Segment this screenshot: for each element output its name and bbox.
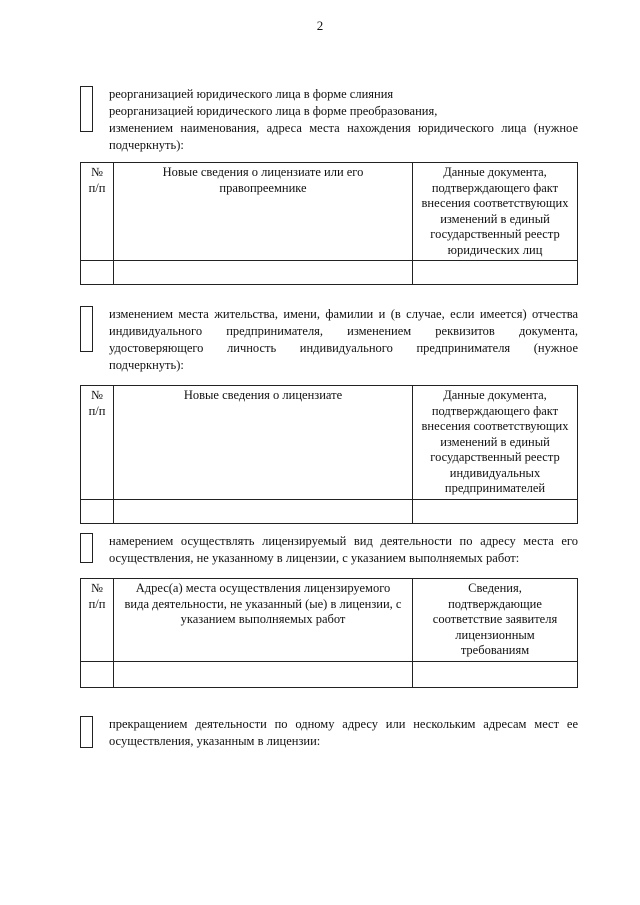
checkbox-new-address[interactable] — [80, 533, 93, 563]
header-compliance-info: Сведения, подтверждающие соответствие заявителя лицензионным требованиям — [413, 579, 578, 662]
table-row — [81, 661, 578, 687]
table-row — [81, 499, 578, 523]
cell-number[interactable] — [81, 261, 114, 285]
section4-line: прекращением деятельности по одному адресу или нескольким адресам мест ее — [109, 717, 578, 731]
header-number: № п/п — [81, 579, 114, 662]
cell-document-data[interactable] — [413, 499, 578, 523]
section4-text — [109, 716, 578, 750]
section2-line: индивидуального предпринимателя, изменением реквизитов документа, — [109, 324, 578, 338]
header-number: № п/п — [81, 386, 114, 500]
page-number: 2 — [316, 18, 324, 33]
header-address: Адрес(а) места осуществления лицензируемого вида деятельности, не указанный (ые) в лицензии, с указанием выполняемых работ — [114, 579, 413, 662]
section1-line: реорганизацией юридического лица в форме преобразования, — [109, 104, 438, 118]
section3-line: осуществления, не указанному в лицензии, с указанием выполняемых работ: — [109, 551, 520, 565]
section3-line: намерением осуществлять лицензируемый вид деятельности по адресу места его — [109, 534, 578, 548]
table-header-row — [81, 579, 578, 662]
header-new-info: Новые сведения о лицензиате или его правопреемнике — [114, 163, 413, 261]
table-header-row — [81, 163, 578, 261]
cell-document-data[interactable] — [413, 261, 578, 285]
section3-text — [109, 533, 578, 567]
cell-number[interactable] — [81, 499, 114, 523]
section-legal-entity-reorganization — [80, 86, 578, 154]
header-number: № п/п — [81, 163, 114, 261]
section2-line: подчеркнуть): — [109, 358, 184, 372]
cell-new-info[interactable] — [114, 261, 413, 285]
checkbox-termination[interactable] — [80, 716, 93, 748]
section4-line: осуществления, указанным в лицензии: — [109, 734, 321, 748]
section-termination — [80, 716, 578, 750]
header-document-data: Данные документа, подтверждающего факт внесения соответствующих изменений в единый государственный реестр индивидуальных предпринимателей — [413, 386, 578, 500]
cell-compliance-info[interactable] — [413, 661, 578, 687]
cell-address[interactable] — [114, 661, 413, 687]
section-new-address — [80, 533, 578, 567]
table-legal-entity — [80, 162, 578, 285]
header-new-info: Новые сведения о лицензиате — [114, 386, 413, 500]
section1-line: реорганизацией юридического лица в форме слияния — [109, 87, 394, 101]
cell-new-info[interactable] — [114, 499, 413, 523]
section2-text — [109, 306, 578, 374]
header-document-data: Данные документа, подтверждающего факт внесения соответствующих изменений в единый государственный реестр юридических лиц — [413, 163, 578, 261]
checkbox-entrepreneur[interactable] — [80, 306, 93, 352]
section2-line: изменением места жительства, имени, фамилии и (в случае, если имеется) отчества — [109, 307, 578, 321]
section2-line: удостоверяющего личность индивидуального предпринимателя (нужное — [109, 341, 578, 355]
section1-line: подчеркнуть): — [109, 138, 184, 152]
table-entrepreneur — [80, 385, 578, 524]
table-header-row — [81, 386, 578, 500]
section-entrepreneur-change — [80, 306, 578, 374]
section1-text — [109, 86, 578, 154]
checkbox-legal-entity[interactable] — [80, 86, 93, 132]
section1-line: изменением наименования, адреса места нахождения юридического лица (нужное — [109, 121, 578, 135]
table-row — [81, 261, 578, 285]
cell-number[interactable] — [81, 661, 114, 687]
table-new-address — [80, 578, 578, 688]
